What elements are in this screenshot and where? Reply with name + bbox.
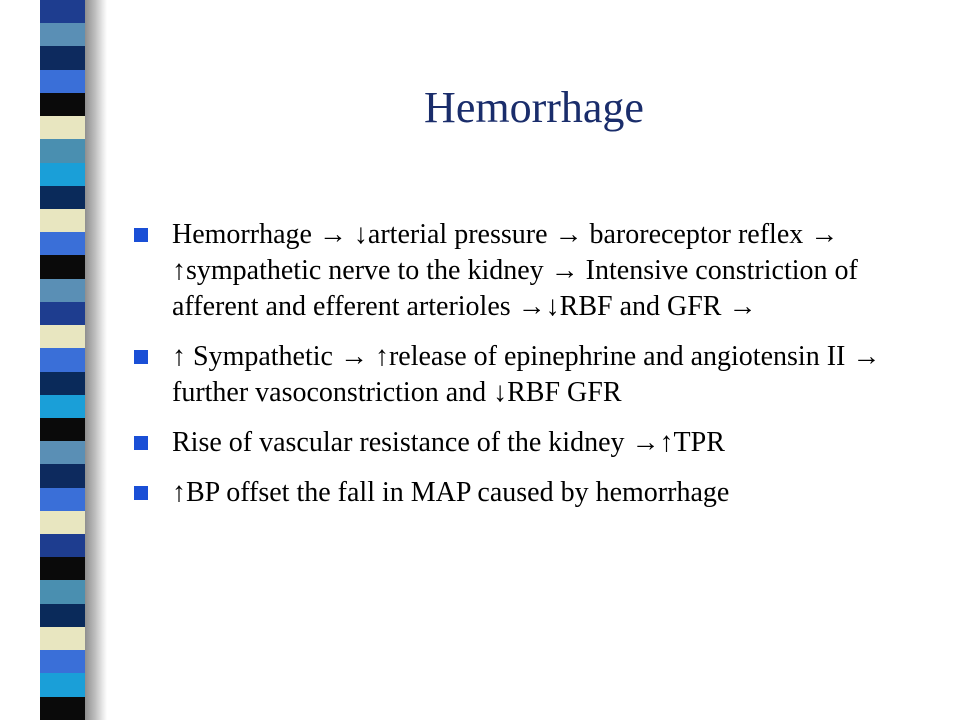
stripe-block [40,697,85,720]
stripe-block [40,302,85,325]
stripe-block [40,139,85,162]
stripe-block [40,464,85,487]
stripe-block [40,70,85,93]
bullet-text: ↑ Sympathetic → ↑release of epinephrine and angiotensin II → further vasoconstriction and ↓RBF GFR [172,341,881,408]
decorative-color-stripe [40,0,85,720]
bullet-item [134,425,924,461]
stripe-block [40,673,85,696]
bullet-item [134,475,924,511]
stripe-block [40,0,85,23]
stripe-block [40,209,85,232]
stripe-block [40,348,85,371]
stripe-block [40,46,85,69]
stripe-shadow [85,0,107,720]
stripe-block [40,395,85,418]
stripe-block [40,557,85,580]
stripe-block [40,23,85,46]
stripe-block [40,580,85,603]
slide-title: Hemorrhage [424,83,644,132]
stripe-block [40,488,85,511]
stripe-block [40,279,85,302]
bullet-list [134,217,924,525]
stripe-block [40,372,85,395]
stripe-block [40,511,85,534]
bullet-item [134,217,924,325]
stripe-block [40,232,85,255]
stripe-block [40,418,85,441]
stripe-block [40,441,85,464]
square-bullet-icon [134,350,148,364]
stripe-block [40,255,85,278]
stripe-block [40,627,85,650]
stripe-block [40,534,85,557]
stripe-block [40,93,85,116]
bullet-text: ↑BP offset the fall in MAP caused by hemorrhage [172,477,730,508]
square-bullet-icon [134,486,148,500]
bullet-text: Rise of vascular resistance of the kidney →↑TPR [172,427,725,458]
stripe-block [40,325,85,348]
square-bullet-icon [134,228,148,242]
square-bullet-icon [134,436,148,450]
stripe-block [40,163,85,186]
stripe-block [40,650,85,673]
stripe-block [40,186,85,209]
stripe-block [40,116,85,139]
stripe-block [40,604,85,627]
bullet-item [134,339,924,411]
bullet-text: Hemorrhage → ↓arterial pressure → baroreceptor reflex → ↑sympathetic nerve to the kidney → Intensive constriction of afferent and efferent arterioles →↓RBF and GFR → [172,219,858,322]
